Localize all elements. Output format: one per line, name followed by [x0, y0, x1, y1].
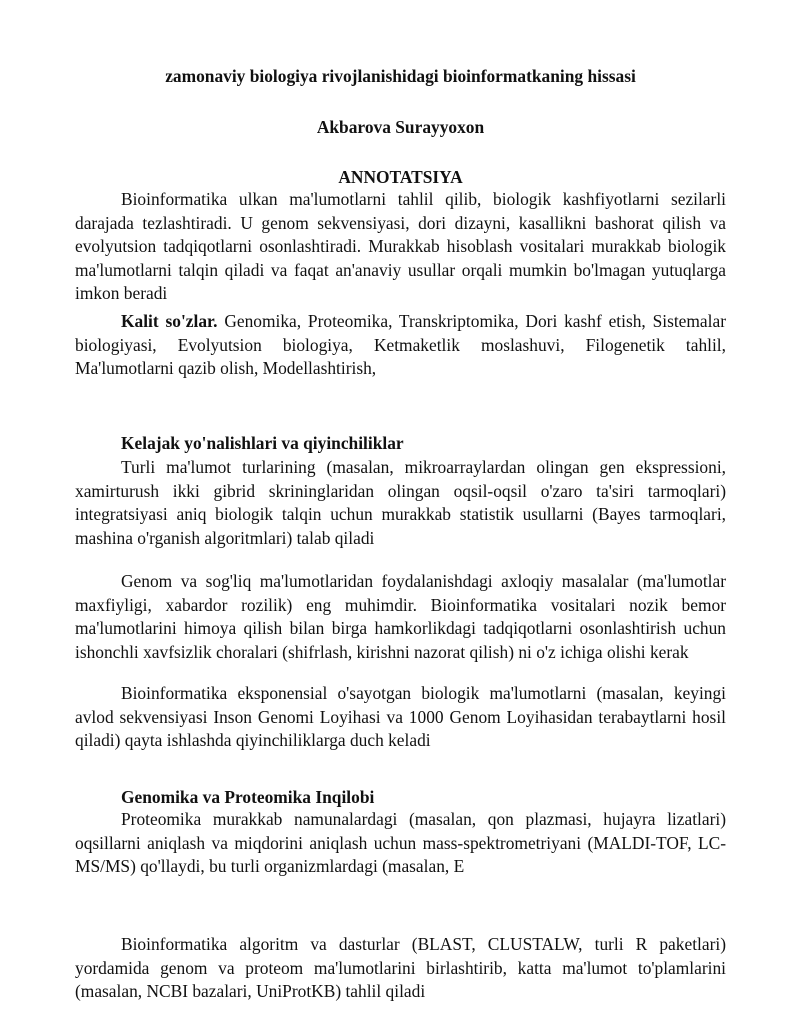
paragraph: Proteomika murakkab namunalardagi (masalan, qon plazmasi, hujayra lizatlari) oqsillarni aniqlash va miqdorini aniqlash uchun mass-spektrometriyani (MALDI-TOF, LC-MS/MS) qo'llaydi, bu turli organizmlardagi (masalan, E	[75, 809, 726, 877]
author-name: Akbarova Surayyoxon	[316, 117, 485, 137]
keywords-text: Genomika, Proteomika, Transkriptomika, Dori kashf etish, Sistemalar biologiyasi, Evolyutsion biologiya, Ketmaketlik moslashuvi, Filogenetik tahlil, Ma'lumotlarni qazib olish, Modellashtirish,	[75, 311, 726, 379]
paragraph: Bioinformatika eksponensial o'sayotgan biologik ma'lumotlarni (masalan, keyingi avlod sekvensiyasi Inson Genomi Loyihasi va 1000 Genom Loyihasidan terabaytlarni hosil qiladi) qayta ishlashda qiyinchiliklarga duch keladi	[75, 683, 726, 751]
keywords-label: Kalit so'zlar.	[121, 311, 218, 331]
section-heading-future: Kelajak yo'nalishlari va qiyinchiliklar	[121, 433, 404, 453]
section-heading-genomics: Genomika va Proteomika Inqilobi	[121, 787, 375, 807]
keywords-paragraph	[75, 310, 726, 381]
paragraph: Genom va sog'liq ma'lumotlaridan foydalanishdagi axloqiy masalalar (ma'lumotlar maxfiyligi, xabardor rozilik) eng muhimdir. Bioinformatika vositalari nozik bemor ma'lumotlarini himoya qilish bilan birga hamkorlikdagi tadqiqotlarni osonlashtirish uchun ishonchli xavfsizlik choralari (shifrlash, kirishni nazorat qilish) ni o'z ichiga olishi kerak	[75, 571, 726, 662]
annotation-heading: ANNOTATSIYA	[338, 167, 463, 187]
paragraph: Turli ma'lumot turlarining (masalan, mikroarraylardan olingan gen ekspressioni, xamirturush ikki gibrid skrininglaridan olingan oqsil-oqsil o'zaro ta'siri tarmoqlari) integratsiyasi aniq biologik talqin uchun murakkab statistik usullarni (Bayes tarmoqlari, mashina o'rganish algoritmlari) talab qiladi	[75, 457, 726, 548]
document-title: zamonaviy biologiya rivojlanishidagi bioinformatkaning hissasi	[165, 66, 636, 86]
paragraph: Bioinformatika algoritm va dasturlar (BLAST, CLUSTALW, turli R paketlari) yordamida genom va proteom ma'lumotlarini birlashtirib, katta ma'lumot to'plamlarini (masalan, NCBI bazalari, UniProtKB) tahlil qiladi	[75, 934, 726, 1002]
annotation-text: Bioinformatika ulkan ma'lumotlarni tahlil qilib, biologik kashfiyotlarni sezilarli darajada tezlashtiradi. U genom sekvensiyasi, dori dizayni, kasallikni bashorat qilish va evolyutsion tadqiqotlarni osonlashtiradi. Murakkab hisoblash vositalari murakkab biologik ma'lumotlarni talqin qiladi va faqat an'anaviy usullar orqali mumkin bo'lmagan yutuqlarga imkon beradi	[75, 189, 726, 304]
